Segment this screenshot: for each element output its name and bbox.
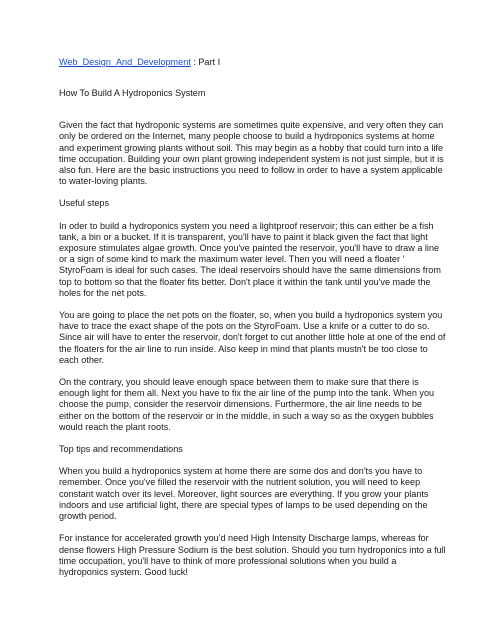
category-link[interactable]: Web_Design_And_Development xyxy=(59,57,191,67)
breadcrumb-suffix: : Part I xyxy=(190,57,221,67)
section-heading-tips: Top tips and recommendations xyxy=(59,444,183,455)
breadcrumb xyxy=(59,57,447,68)
steps-paragraph-3: On the contrary, you should leave enough space between them to make sure that there is enough light for them all. Next you have to fix the air line of the pump into the tank. When you choose the pump, consider the reservoir dimensions. Furthermore, the air line needs to be either on the bottom of the reservoir or in the middle, in such a way so as the oxygen bubbles would reach the plant roots. xyxy=(59,377,435,432)
tips-paragraph-1: When you build a hydroponics system at home there are some dos and don'ts you have to remember. Once you've filled the reservoir with the nutrient solution, you will need to keep constant watch over its level. Moreover, light sources are everything. If you grow your plants indoors and use artificial light, there are special types of lamps to be used depending on the growth period. xyxy=(59,466,429,522)
document-page xyxy=(59,57,447,589)
section-heading-useful-steps: Useful steps xyxy=(59,198,110,209)
steps-paragraph-2: You are going to place the net pots on the floater, so, when you build a hydroponics system you have to trace the exact shape of the pots on the StyroFoam. Use a knife or a cutter to do so. Since air will have to enter the reservoir, don't forget to cut another little hole at one of the end of the floaters for the air line to run inside. Also keep in mind that plants mustn't be too close to each other. xyxy=(59,310,446,365)
steps-paragraph-1: In oder to build a hydroponics system you need a lightproof reservoir; this can either be a fish tank, a bin or a bucket. If it is transparent, you'll have to paint it black given the fact that light exposure stimulates algae growth. Once you've painted the reservoir, you'll have to draw a line or a sign of some kind to mark the maximum water level. Then you will need a floater ' StyroFoam is ideal for such cases. The ideal reservoirs should have the same dimensions from top to bottom so that the floater fits better. Don't place it within the tank until you've made the holes for the net pots. xyxy=(59,220,441,298)
intro-paragraph: Given the fact that hydroponic systems are sometimes quite expensive, and very often they can only be ordered on the Internet, many people choose to build a hydroponics systems at home and experiment growing plants without soil. This may begin as a hobby that could turn into a life time occupation. Building your own plant growing independent system is not just simple, but it is also fun. Here are the basic instructions you need to follow in order to have a system applicable to water-loving plants. xyxy=(59,120,444,187)
article-title: How To Build A Hydroponics System xyxy=(59,88,206,98)
tips-paragraph-2: For instance for accelerated growth you'd need High Intensity Discharge lamps, whereas for dense flowers High Pressure Sodium is the best solution. Should you turn hydroponics into a full time occupation, you'll have to think of more professional solutions when you build a hydroponics system. Good luck! xyxy=(59,533,446,577)
